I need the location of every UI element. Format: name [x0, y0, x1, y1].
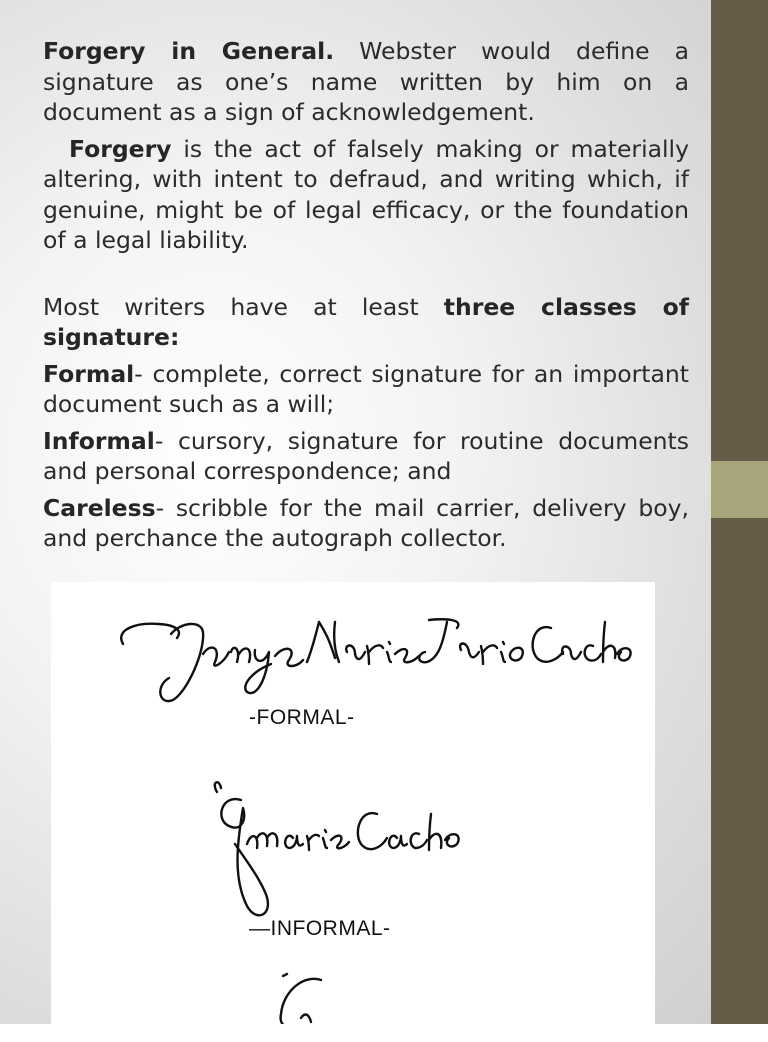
- class-desc: - cursory, signature for routine documents and personal correspondence; and: [43, 426, 689, 485]
- side-accent-block: [711, 461, 768, 518]
- paragraph-lead: Forgery: [69, 134, 172, 163]
- informal-label: —INFORMAL-: [249, 917, 391, 940]
- formal-label: -FORMAL-: [249, 706, 355, 729]
- paragraph-text: Most writers have at least: [43, 292, 444, 321]
- class-name: Formal: [43, 359, 135, 388]
- informal-signature: [215, 782, 459, 915]
- class-careless: [43, 493, 689, 554]
- paragraph-text: Webster would define a signature as one’s name written by him on a document as a sign of acknowledgement.: [43, 37, 690, 126]
- paragraph-forgery: [43, 134, 689, 256]
- paragraph-definition: [43, 36, 689, 128]
- formal-signature: [121, 619, 630, 701]
- class-informal: [43, 426, 689, 487]
- slide-body: [43, 36, 689, 560]
- paragraph-classes-intro: [43, 292, 689, 353]
- class-desc: - scribble for the mail carrier, delivery boy, and perchance the autograph collector.: [43, 493, 689, 552]
- signature-samples-image: [51, 582, 655, 1042]
- paragraph-text: is the act of falsely making or materially altering, with intent to defraud, and writing which, if genuine, might be of legal efficacy, or the foundation of a legal liability.: [43, 134, 689, 254]
- class-name: Careless: [43, 493, 156, 522]
- class-desc: - complete, correct signature for an important document such as a will;: [43, 359, 689, 418]
- class-name: Informal: [43, 426, 155, 455]
- careless-signature: [281, 974, 321, 1024]
- signature-drawings: [51, 582, 655, 1024]
- paragraph-bold: three classes of signature:: [43, 292, 689, 351]
- paragraph-lead: Forgery in General.: [43, 37, 335, 65]
- class-formal: [43, 359, 689, 420]
